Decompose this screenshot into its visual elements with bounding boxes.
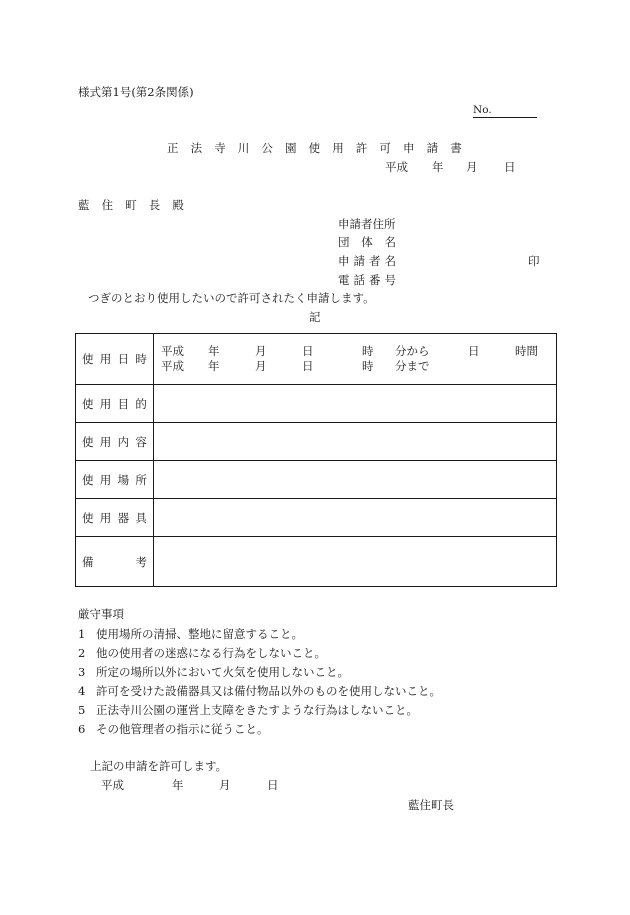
start-year: 年 — [208, 344, 220, 358]
rule-text: 他の使用者の迷惑になる行為をしないこと。 — [96, 646, 326, 660]
seal-mark: 印 — [528, 254, 540, 268]
row-label-cell — [76, 334, 154, 384]
approval-signer: 藍住町長 — [408, 798, 454, 812]
rule-text: 許可を受けた設備器具又は備付物品以外のものを使用しないこと。 — [96, 684, 441, 698]
rule-number: 4 — [78, 684, 86, 698]
remarks-cell — [154, 537, 556, 586]
usage-purpose-cell — [154, 385, 556, 422]
end-month: 月 — [255, 359, 267, 373]
row-label-remarks: 備考 — [82, 554, 189, 569]
usage-content-cell — [154, 423, 556, 460]
row-label-usage-content: 使用内容 — [82, 434, 154, 449]
row-label-cell — [76, 423, 154, 460]
table-row — [76, 461, 556, 499]
rule-number: 6 — [78, 722, 86, 736]
rule-text: 使用場所の清掃、整地に留意すること。 — [96, 627, 303, 641]
start-day: 日 — [302, 344, 314, 358]
row-label-usage-datetime: 使用日時 — [82, 352, 154, 366]
document-number-field — [473, 104, 537, 118]
duration-days: 日 — [468, 344, 480, 358]
usage-details-table — [75, 333, 557, 587]
rules-heading: 厳守事項 — [78, 607, 124, 621]
record-marker: 記 — [309, 310, 321, 324]
request-statement: つぎのとおり使用したいので許可されたく申請します。 — [88, 291, 375, 305]
row-label-usage-purpose: 使用目的 — [82, 396, 154, 411]
row-label-cell — [76, 461, 154, 498]
approval-date-month: 月 — [219, 778, 231, 792]
application-date-year: 年 — [432, 160, 444, 174]
row-label-cell — [76, 537, 189, 586]
rule-text: その他管理者の指示に従うこと。 — [96, 722, 269, 736]
table-row — [76, 334, 556, 385]
form-number: 様式第1号(第2条関係) — [78, 85, 194, 99]
start-era: 平成 — [161, 344, 184, 358]
start-hour: 時 — [362, 344, 374, 358]
applicant-address-label: 申請者住所 — [338, 217, 396, 231]
end-year: 年 — [208, 359, 220, 373]
table-row — [76, 537, 556, 586]
usage-end-line — [154, 359, 556, 374]
usage-equipment-cell — [154, 499, 556, 536]
rule-number: 2 — [78, 646, 86, 660]
document-title: 正法寺川公園使用許可申請書 — [167, 141, 474, 155]
end-minute: 分まで — [395, 359, 430, 373]
approval-date-day: 日 — [267, 778, 279, 792]
approval-statement: 上記の申請を許可します。 — [90, 759, 228, 773]
start-month: 月 — [255, 344, 267, 358]
rule-number: 1 — [78, 627, 86, 641]
start-minute: 分から — [395, 344, 430, 358]
table-row — [76, 499, 556, 537]
table-row — [76, 385, 556, 423]
applicant-group-label: 団体名 — [338, 235, 408, 249]
end-hour: 時 — [362, 359, 374, 373]
addressee: 藍住町長殿 — [78, 198, 196, 212]
rule-text: 正法寺川公園の運営上支障をきたすような行為はしないこと。 — [96, 703, 418, 717]
approval-date-era: 平成 — [101, 778, 124, 792]
rule-number: 3 — [78, 665, 86, 679]
approval-date-year: 年 — [172, 778, 184, 792]
table-row — [76, 423, 556, 461]
applicant-name-label: 申請者名 — [338, 254, 400, 268]
end-day: 日 — [302, 359, 314, 373]
application-date-month: 月 — [466, 160, 478, 174]
duration-hours: 時間 — [515, 344, 538, 358]
document-number-label: No. — [473, 104, 492, 116]
applicant-phone-label: 電話番号 — [338, 273, 400, 287]
usage-location-cell — [154, 461, 556, 498]
application-date-day: 日 — [504, 160, 516, 174]
row-label-cell — [76, 385, 154, 422]
usage-start-line — [154, 344, 556, 359]
row-label-cell — [76, 499, 154, 536]
rule-text: 所定の場所以外において火気を使用しないこと。 — [96, 665, 349, 679]
end-era: 平成 — [161, 359, 184, 373]
rule-number: 5 — [78, 703, 86, 717]
row-label-usage-location: 使用場所 — [82, 472, 154, 487]
row-label-usage-equipment: 使用器具 — [82, 510, 154, 525]
application-date-era: 平成 — [385, 160, 408, 174]
usage-datetime-cell — [154, 334, 556, 384]
